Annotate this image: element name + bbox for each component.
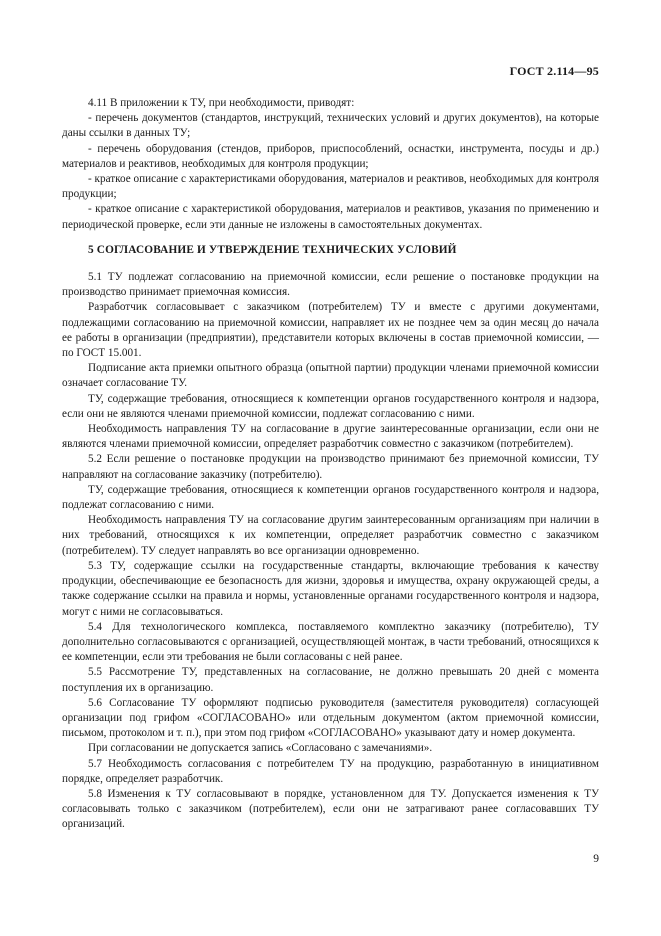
- paragraph-state-control-2: ТУ, содержащие требования, относящиеся к компетенции органов государственного контроля и надзора, подлежат согласованию с ними.: [62, 483, 599, 512]
- paragraph-5-8: 5.8 Изменения к ТУ согласовывают в порядке, установленном для ТУ. Допускается изменения к ТУ согласовывать только с заказчиком (потребителем), если они не затрагивают ранее согласовавших ТУ организаций.: [62, 787, 599, 831]
- paragraph-5-7: 5.7 Необходимость согласования с потребителем ТУ на продукцию, разработанную в инициативном порядке, определяет разработчик.: [62, 757, 599, 785]
- section-title: 5 СОГЛАСОВАНИЕ И УТВЕРЖДЕНИЕ ТЕХНИЧЕСКИХ УСЛОВИЙ: [88, 243, 457, 256]
- list-item-documents: - перечень документов (стандартов, инструкций, технических условий и других документов), на которые даны ссылки в данных ТУ;: [62, 112, 599, 140]
- paragraph-5-4: 5.4 Для технологического комплекса, поставляемого комплектно заказчику (потребителю), ТУ дополнительно согласовываются с организацией, осуществляющей монтаж, в части требований, относящихся к ее компетенции, если эти требования не были согласованы с ней ранее.: [62, 620, 599, 664]
- paragraph-acceptance-act: Подписание акта приемки опытного образца (опытной партии) продукции членами приемочной комиссии означает согласование ТУ.: [62, 362, 599, 390]
- paragraph-other-organizations: Необходимость направления ТУ на согласование в другие заинтересованные организации, если они не являются членами приемочной комиссии, определяет разработчик совместно с заказчиком (потребителем).: [62, 423, 599, 451]
- paragraph-developer-agreement: Разработчик согласовывает с заказчиком (потребителем) ТУ и вместе с другими документами, подлежащими согласованию на приемочной комиссии, направляет их не позднее чем за один месяц до начала ее работы в организации (предприятии), представители которых включены в состав приемочной комиссии, — по ГОСТ 15.001.: [62, 301, 599, 360]
- paragraph-5-3: 5.3 ТУ, содержащие ссылки на государственные стандарты, включающие требования к качеству продукции, обеспечивающие ее безопасность для жизни, здоровья и имущества, охрану окружающей среды, а также содержание ссылки на правила и нормы, установленные органами государственного контроля и надзора, могут с ними не согласовываться.: [62, 559, 599, 618]
- paragraph-5-6: 5.6 Согласование ТУ оформляют подписью руководителя (заместителя руководителя) согласующей организации под грифом «СОГЛАСОВАНО» или отдельным документом (актом приемочной комиссии, письмом, протоколом и т. п.), при этом под грифом «СОГЛАСОВАНО» указывают дату и номер документа.: [62, 696, 599, 740]
- paragraph-5-2: 5.2 Если решение о постановке продукции на производство принимают без приемочной комиссии, ТУ направляют на согласование заказчику (потребителю).: [62, 453, 599, 481]
- document-body: [62, 96, 599, 833]
- list-item-characteristics: - краткое описание с характеристиками оборудования, материалов и реактивов, необходимых для контроля продукции;: [62, 173, 599, 201]
- paragraph-4-11: 4.11 В приложении к ТУ, при необходимости, приводят:: [88, 97, 355, 109]
- page-number: 9: [593, 853, 599, 865]
- section-4-continuation: [62, 96, 599, 233]
- list-item-description: - краткое описание с характеристикой оборудования, материалов и реактивов, указания по применению и периодической проверке, если эти данные не изложены в самостоятельных документах.: [62, 203, 599, 231]
- paragraph-5-5: 5.5 Рассмотрение ТУ, представленных на согласование, не должно превышать 20 дней с момента поступления их в организацию.: [62, 666, 599, 694]
- section-5: [62, 243, 599, 833]
- paragraph-state-control: ТУ, содержащие требования, относящиеся к компетенции органов государственного контроля и надзора, если они не являются членами приемочной комиссии, подлежат согласованию с ними.: [62, 392, 599, 420]
- list-item-equipment: - перечень оборудования (стендов, приборов, приспособлений, оснастки, инструмента, посуды и др.) материалов и реактивов, необходимых для контроля продукции;: [62, 142, 599, 170]
- paragraph-no-remarks: При согласовании не допускается запись «Согласовано с замечаниями».: [88, 742, 433, 755]
- paragraph-5-1: 5.1 ТУ подлежат согласованию на приемочной комиссии, если решение о постановке продукции на производство принимает приемочная комиссия.: [62, 271, 599, 299]
- document-code-header: ГОСТ 2.114—95: [509, 64, 599, 78]
- paragraph-interested-organizations: Необходимость направления ТУ на согласование другим заинтересованным организациям при наличии в них требований, относящихся к их компетенции, определяет разработчик совместно с заказчиком (потребителем). ТУ следует направлять во все организации одновременно.: [62, 514, 599, 557]
